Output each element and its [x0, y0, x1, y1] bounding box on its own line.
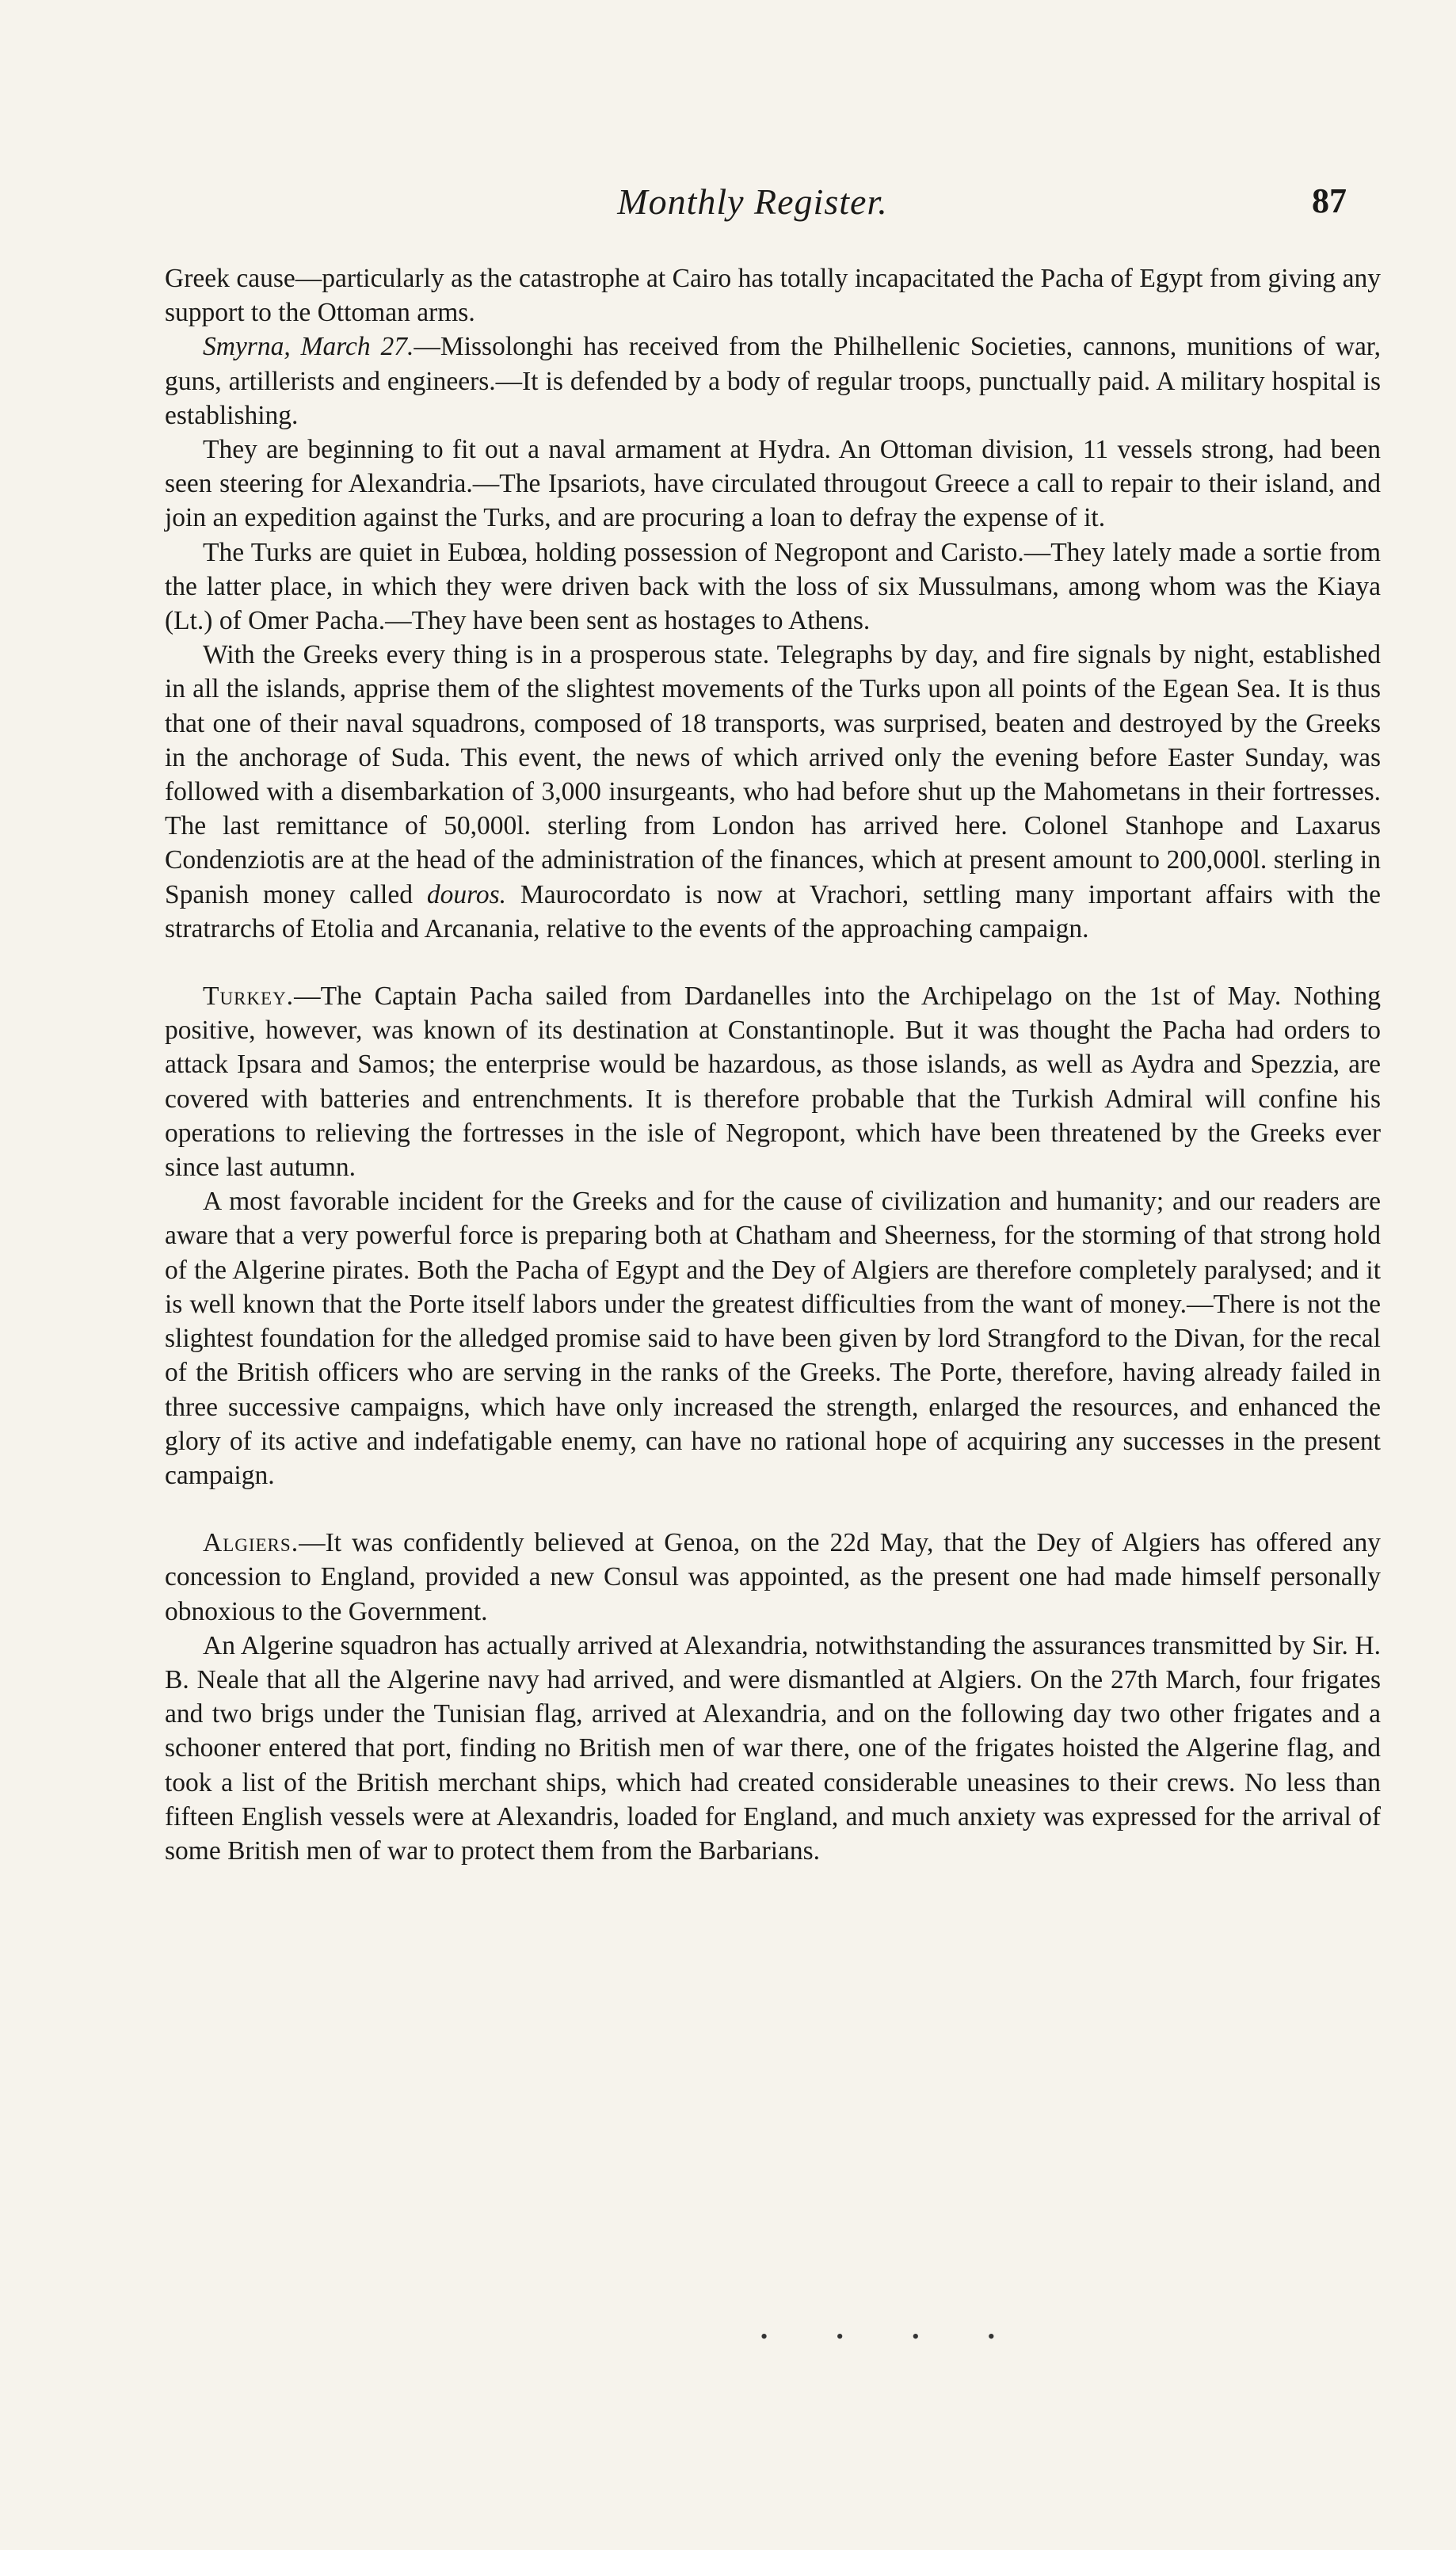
- turkey-paragraph-1: [165, 979, 1381, 1184]
- section-algiers: [165, 1526, 1381, 1868]
- greece-paragraph-1: Greek cause—particularly as the catastrophe at Cairo has totally incapacitated the Pacha of Egypt from giving any support to the Ottoman arms.: [165, 264, 1381, 328]
- page-number: 87: [1312, 181, 1347, 220]
- section-greece: [165, 261, 1381, 946]
- algiers-paragraph-2: An Algerine squadron has actually arrived at Alexandria, notwithstanding the assurances transmitted by Sir. H. B. Neale that all the Algerine navy had arrived, and were dismantled at Algiers. On the 27th March, four frigates and two brigs under the Tunisian flag, arrived at Alexandria, and on the following day two other frigates and a schooner entered that port, finding no British men of war there, one of the frigates hoisted the Algerine flag, and took a list of the British merchant ships, which had created considerable uneasines to their crews. No less than fifteen English vessels were at Alexandris, loaded for England, and much anxiety was expressed for the arrival of some British men of war to protect them from the Barbarians.: [165, 1630, 1381, 1866]
- algiers-paragraph-1-text: —It was confidently believed at Genoa, on the 22d May, that the Dey of Algiers has offered any concession to England, provided a new Consul was appointed, as the present one had made himself personally obnoxious to the Government.: [165, 1528, 1381, 1626]
- greece-paragraph-2-text: —Missolonghi has received from the Philhellenic Societies, cannons, munitions of war, guns, artillerists and engineers.—It is defended by a body of regular troops, punctually paid. A military hospital is establishing.: [165, 332, 1382, 430]
- algiers-paragraph-1: [165, 1526, 1381, 1629]
- greece-paragraph-5-start: With the Greeks every thing is in a prosperous state. Telegraphs by day, and fire signals by night, established in all the islands, apprise them of the slightest movements of the Turks upon all points of the Egean Sea. It is thus that one of their naval squadrons, composed of 18 transports, was surprised, beaten and destroyed by the Greeks in the anchorage of Suda. This event, the news of which arrived only the evening before Easter Sunday, was followed with a disembarkation of 3,000 insurgeants, who had before shut up the Mahometans in their fortresses. The last remittance of 50,000l. sterling from London has arrived here. Colonel Stanhope and Laxarus Condenziotis are at the head of the administration of the finances, which at present amount to 200,000l. sterling in Spanish money called: [165, 640, 1381, 909]
- running-title: Monthly Register.: [617, 181, 888, 222]
- greece-paragraph-5-end: Maurocordato is now at Vrachori, settling many important affairs with the stratrarchs of Etolia and Arcanania, relative to the events of the approaching campaign.: [165, 879, 1382, 943]
- smyrna-dateline: Smyrna, March 27.: [203, 332, 414, 362]
- turkey-heading: Turkey.: [203, 982, 295, 1012]
- greece-paragraph-5: [165, 638, 1381, 946]
- page-header: [158, 181, 1347, 236]
- section-turkey: [165, 979, 1381, 1492]
- turkey-paragraph-1-text: —The Captain Pacha sailed from Dardanelles into the Archipelago on the 1st of May. Nothing positive, however, was known of its destination at Constantinople. But it was thought the Pacha had orders to attack Ipsara and Samos; the enterprise would be hazardous, as those islands, as well as Aydra and Spezzia, are covered with batteries and entrenchments. It is therefore probable that the Turkish Admiral will confine his operations to relieving the fortresses in the isle of Negropont, which have been threatened by the Greeks ever since last autumn.: [165, 982, 1381, 1183]
- greece-paragraph-3: They are beginning to fit out a naval armament at Hydra. An Ottoman division, 11 vessels strong, had been seen steering for Alexandria.—The Ipsariots, have circulated througout Greece a call to repair to their island, and join an expedition against the Turks, and are procuring a loan to defray the expense of it.: [165, 435, 1381, 533]
- turkey-paragraph-2: A most favorable incident for the Greeks and for the cause of civilization and humanity; and our readers are aware that a very powerful force is preparing both at Chatham and Sheerness, for the storming of that strong hold of the Algerine pirates. Both the Pacha of Egypt and the Dey of Algiers are therefore completely paralysed; and it is well known that the Porte itself labors under the greatest difficulties from the want of money.—There is not the slightest foundation for the alledged promise said to have been given by lord Strangford to the Divan, for the recal of the British officers who are serving in the ranks of the Greeks. The Porte, therefore, having already failed in three successive campaigns, which have only increased the strength, enlarged the resources, and enhanced the glory of its active and indefatigable enemy, can have no rational hope of acquiring any successes in the present campaign.: [165, 1187, 1381, 1490]
- algiers-heading: Algiers.: [203, 1528, 299, 1558]
- greece-paragraph-4: The Turks are quiet in Eubœa, holding possession of Negropont and Caristo.—They lately made a sortie from the latter place, in which they were driven back with the loss of six Mussulmans, among whom was the Kiaya (Lt.) of Omer Pacha.—They have been sent as hostages to Athens.: [165, 537, 1381, 636]
- footer-ornament: • • • •: [760, 2325, 1027, 2348]
- article-body: [165, 261, 1381, 1868]
- douros-term: douros.: [426, 879, 507, 909]
- greece-paragraph-2: [165, 330, 1381, 433]
